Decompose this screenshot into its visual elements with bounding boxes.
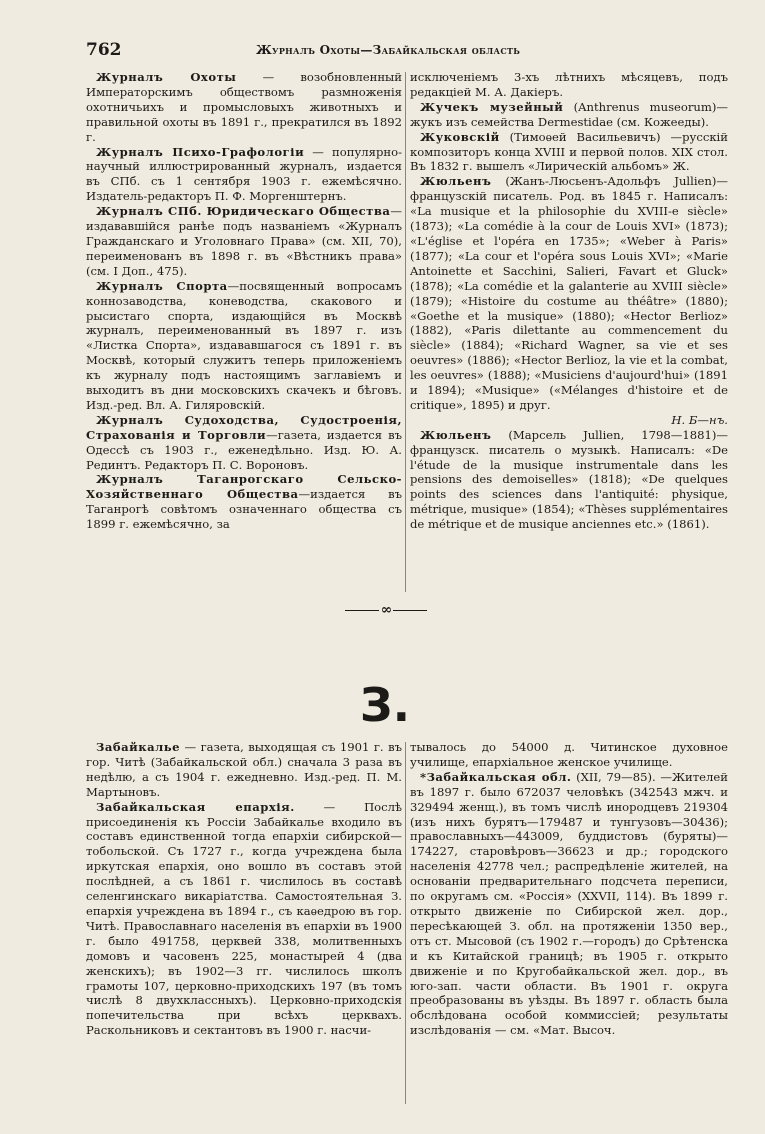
column-divider-top bbox=[405, 72, 406, 592]
entry-headword: Забайкальская епархія. bbox=[96, 799, 295, 814]
entry-text: (Тимоѳей Васильевичъ) —русскій композиторъ конца XVIII и первой полов. XIX стол. Въ 1832 г. вышелъ «Лирическій альбомъ» Ж. bbox=[410, 129, 728, 174]
entry-text: — Послѣ присоединенія къ Россіи Забайкалье входило въ составъ единственной тогда епархіи сибирской—тобольской. Съ 1727 г., когда учреждена была иркутская епархія, оно вошло въ составъ этой послѣдней, а съ 1861 г. числилось въ составѣ селенгинскаго викаріатства. Самостоятельная З. епархія учреждена въ 1894 г., съ каѳедрою въ гор. Читѣ. Православнаго населенія въ епархіи въ 1900 г. было 491758, церквей 338, молитвенныхъ домовъ и часовенъ 225, монастырей 4 (два женскихъ); въ 1902—3 гг. числилось школъ грамоты 107, церковно-приходскихъ 197 (въ томъ числѣ 8 двухклассныхъ). Церковно-приходскія попечительства при всѣхъ церквахъ. Раскольниковъ и сектантовъ въ 1900 г. насчи- bbox=[86, 799, 402, 1038]
separator-line-right bbox=[393, 610, 427, 611]
entry-text: —издававшійся ранѣе подъ названіемъ «Журналъ Гражданскаго и Уголовнаго Права» (см. XII, 70), переименованъ въ 1898 г. въ «Вѣстникъ права» (см. I Доп., 475). bbox=[86, 204, 402, 278]
entry-headword: Журналъ Охоты bbox=[96, 70, 237, 84]
column-top-left bbox=[86, 70, 402, 585]
entry-text: (Жанъ-Люсьенъ-Адольфъ Jullien)—французскій писатель. Род. въ 1845 г. Написалъ: «La musique et la philosophie du XVIII-e siècle» (1873); «La comédie à la cour de Louis XVI» (1873); «L'église et l'opéra en 1735»; «Weber à Paris» (1877); «La cour et l'opéra sous Louis XVI»; «Marie Antoinette et Sacchini, Salieri, Favart et Gluck» (1878); «La comédie et la galanterie au XVIII siècle» (1879); «Histoire du costume au théâtre» (1880); «Goethe et la musique» (1880); «Hector Berlioz» (1882), «Paris dilettante au commencement du siècle» (1884); «Richard Wagner, sa vie et ses oeuvres» (1886); «Hector Berlioz, la vie et la combat, les oeuvres» (1888); «Musiciens d'aujourd'hui» (1891 и 1894); «Musique» («Mélanges d'histoire et de critique», 1895) и друг. bbox=[410, 174, 728, 412]
entry-headword: Забайкалье bbox=[96, 740, 181, 754]
entry-headword: Жуковскій bbox=[420, 129, 500, 144]
column-bottom-right bbox=[410, 740, 728, 1105]
dictionary-entry bbox=[410, 174, 728, 413]
page-number: 762 bbox=[86, 40, 122, 60]
entry-text: (XII, 79—85). —Жителей въ 1897 г. было 672037 человѣкъ (342543 мжч. и 329494 женщ.), въ томъ числѣ инородцевъ 219304 (изъ нихъ бурятъ—179487 и тунгузовъ—30436); православныхъ—443009, буддистовъ (буряты)—174227, старовѣровъ—36623 и др.; городского населенія 42778 чел.; распредѣленіе жителей, на основаніи предварительнаго подсчета переписи, по округамъ см. «Россія» (XXVII, 114). Въ 1899 г. открыто движеніе по Сибирской жел. дор., пересѣкающей З. обл. на протяженіи 1350 вер., отъ ст. Мысовой (съ 1902 г.—городъ) до Срѣтенска и къ Китайской границѣ; въ 1905 г. открыто движеніе и по Кругобайкальской жел. дор., въ юго-зап. части области. Въ 1901 г. округа преобразованы въ уѣзды. Въ 1897 г. область была обслѣдована особой коммиссіей; результаты изслѣдованія — см. «Мат. Высоч. bbox=[410, 769, 728, 1038]
dictionary-entry bbox=[86, 204, 402, 279]
entry-text: (Anthrenus museorum)—жукъ изъ семейства Dermestidae (см. Кожееды). bbox=[410, 99, 728, 129]
entry-text: (Марсель Jullien, 1798—1881)—французск. писатель о музыкѣ. Написалъ: «De l'étude de la musique instrumentale dans les pensions des demoiselles» (1818); «De quelques points des sciences dans l'antiquité: physique, métrique, musique» (1854); «Thèses supplémentaires de métrique et de musique anciennes etc.» (1861). bbox=[410, 427, 728, 532]
entry-text: исключеніемъ 3-хъ лѣтнихъ мѣсяцевъ, подъ редакціей М. А. Дакіеръ. bbox=[410, 70, 728, 99]
dictionary-entry bbox=[410, 770, 728, 1038]
dictionary-entry bbox=[410, 100, 728, 130]
separator-line-left bbox=[345, 610, 379, 611]
column-bottom-left bbox=[86, 740, 402, 1105]
dictionary-entry bbox=[410, 740, 728, 770]
entry-text: —посвященный вопросамъ коннозаводства, коневодства, скакового и рысистаго спорта, издающійся въ Москвѣ журналъ, переименованный въ 1897 г. изъ «Листка Спорта», издававшагося съ 1891 г. въ Москвѣ, который служитъ теперь приложеніемъ къ журналу подъ настоящимъ заглавіемъ и выходитъ въ дни московскихъ скачекъ и бѣговъ. Изд.-ред. Вл. А. Гиляровскій. bbox=[86, 278, 402, 412]
entry-headword: Жюльенъ bbox=[420, 427, 492, 442]
section-separator bbox=[338, 603, 434, 617]
section-letter: З. bbox=[359, 678, 411, 732]
dictionary-entry bbox=[86, 800, 402, 1039]
entry-text: Н. Б—нъ. bbox=[671, 412, 728, 427]
dictionary-entry bbox=[86, 740, 402, 800]
entry-text: — популярно-научный иллюстрированный журналъ, издается въ СПб. съ 1 сентября 1903 г. ежемѣсячно. Издатель-редакторъ П. Ф. Моргенштернъ. bbox=[86, 144, 402, 204]
separator-ornament: ∞ bbox=[380, 602, 392, 618]
dictionary-entry bbox=[410, 70, 728, 100]
entry-text: —издается въ Таганрогѣ совѣтомъ означеннаго общества съ 1899 г. ежемѣсячно, за bbox=[86, 487, 402, 532]
dictionary-entry bbox=[410, 428, 728, 532]
author-signature bbox=[410, 413, 728, 428]
entry-headword: Жюльенъ bbox=[420, 174, 492, 189]
entry-headword: Журналъ Судоходства, Судостроенія, Страхованія и Торговли bbox=[86, 412, 402, 442]
entry-text: —газета, издается въ Одессѣ съ 1903 г., еженедѣльно. Изд. Ю. А. Рединтъ. Редакторъ П. С. Вороновъ. bbox=[86, 427, 402, 472]
dictionary-entry bbox=[86, 472, 402, 532]
entry-text: — возобновленный Императорскимъ обществомъ размноженія охотничьихъ и промысловыхъ животныхъ и правильной охоты въ 1891 г., прекратился въ 1892 г. bbox=[86, 70, 402, 144]
entry-headword: Журналъ Таганрогскаго Сельско-Хозяйственнаго Общества bbox=[86, 472, 402, 502]
dictionary-entry bbox=[86, 413, 402, 473]
dictionary-entry bbox=[410, 130, 728, 175]
column-top-right bbox=[410, 70, 728, 595]
page-header bbox=[86, 40, 726, 62]
entry-headword: Жучекъ музейный bbox=[420, 99, 564, 114]
entry-headword: Журналъ Психо-Графологіи bbox=[96, 144, 305, 159]
dictionary-entry bbox=[86, 279, 402, 413]
dictionary-entry bbox=[86, 70, 402, 145]
entry-text: — газета, выходящая съ 1901 г. въ гор. Читѣ (Забайкальской обл.) сначала 3 раза въ недѣлю, а съ 1904 г. ежедневно. Изд.-ред. П. М. Мартыновъ. bbox=[86, 740, 402, 799]
entry-text: тывалось до 54000 д. Читинское духовное училище, епархіальное женское училище. bbox=[410, 740, 728, 769]
column-divider-bottom bbox=[405, 742, 406, 1104]
entry-headword: Журналъ Спорта bbox=[96, 278, 228, 293]
dictionary-entry bbox=[86, 145, 402, 205]
entry-headword: *Забайкальская обл. bbox=[420, 769, 572, 784]
running-title: Журналъ Охоты—Забайкальская область bbox=[256, 43, 521, 57]
entry-headword: Журналъ СПб. Юридическаго Общества bbox=[96, 204, 391, 219]
